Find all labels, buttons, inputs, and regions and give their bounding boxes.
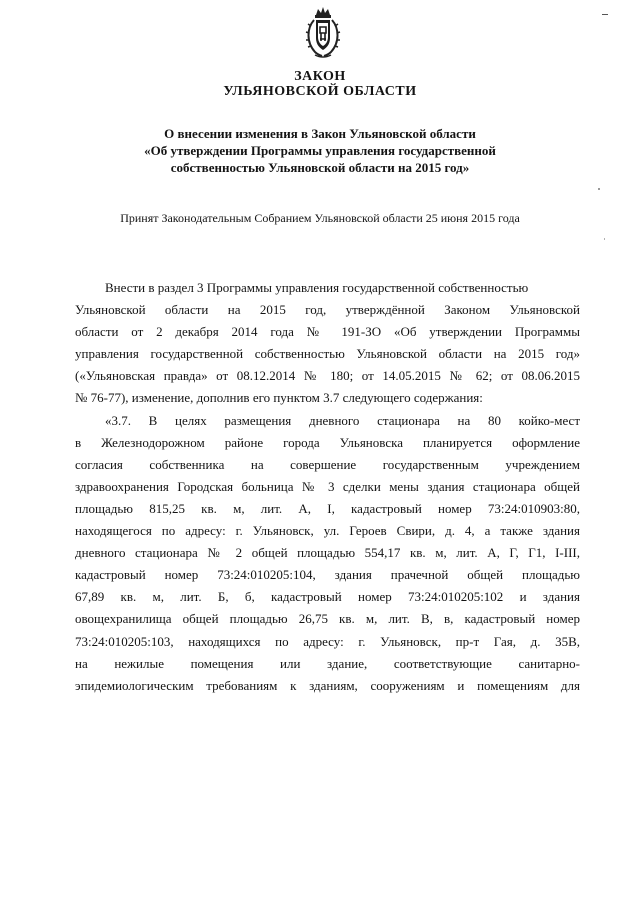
body-line: эпидемиологическим требованиям к зданиям, сооружениям и помещениям для — [75, 677, 580, 693]
body-line: («Ульяновская правда» от 08.12.2014 № 180; от 14.05.2015 № 62; от 08.06.2015 — [75, 368, 580, 384]
body-line: овощехранилища общей площадью 26,75 кв. м, лит. В, в, кадастровый номер — [75, 611, 580, 627]
body-line: области от 2 декабря 2014 года № 191-ЗО «Об утверждении Программы — [75, 324, 580, 340]
body-line: площадью 815,25 кв. м, лит. А, I, кадастровый номер 73:24:010903:80, — [75, 500, 580, 516]
law-body-text — [75, 277, 580, 697]
law-region-title: УЛЬЯНОВСКОЙ ОБЛАСТИ — [223, 84, 417, 99]
corner-mark — [602, 14, 608, 15]
law-subject — [130, 125, 510, 176]
body-line: дневного стационара № 2 общей площадью 554,17 кв. м, лит. А, Г, Г1, I-III, — [75, 545, 580, 561]
body-line: здравоохранения Городская больница № 3 сделки мены здания стационара общей — [75, 478, 580, 494]
body-line: управления государственной собственностью Ульяновской области на 2015 год» — [75, 346, 580, 362]
subject-line: О внесении изменения в Закон Ульяновской области — [164, 126, 476, 141]
adoption-note: Принят Законодательным Собранием Ульяновской области 25 июня 2015 года — [120, 211, 520, 225]
body-line: согласия собственника на совершение государственным учреждением — [75, 456, 580, 472]
body-line: 67,89 кв. м, лит. Б, б, кадастровый номер 73:24:010205:102 и здания — [75, 589, 580, 605]
coat-of-arms-icon — [303, 6, 343, 60]
subject-line: собственностью Ульяновской области на 2015 год» — [170, 160, 470, 175]
body-line: «3.7. В целях размещения дневного стационара на 80 койко-мест — [105, 412, 580, 428]
body-line: 73:24:010205:103, находящихся по адресу: г. Ульяновск, пр-т Гая, д. 35В, — [75, 633, 580, 649]
body-line: в Железнодорожном районе города Ульяновска планируется оформление — [75, 434, 580, 450]
subject-line: «Об утверждении Программы управления государственной — [144, 143, 496, 158]
law-title: ЗАКОН — [294, 69, 346, 84]
scan-speck — [598, 188, 600, 190]
coat-of-arms-emblem — [303, 6, 343, 60]
body-line: Ульяновской области на 2015 год, утверждённой Законом Ульяновской — [75, 302, 580, 318]
body-line: кадастровый номер 73:24:010205:104, здания прачечной общей площадью — [75, 567, 580, 583]
body-line: на нежилые помещения или здание, соответствующие санитарно- — [75, 655, 580, 671]
body-line: № 76-77), изменение, дополнив его пунктом 3.7 следующего содержания: — [75, 390, 483, 406]
body-line: Внести в раздел 3 Программы управления государственной собственностью — [105, 280, 529, 295]
body-line: находящегося по адресу: г. Ульяновск, ул. Героев Свири, д. 4, а также здания — [75, 523, 580, 539]
scan-speck — [604, 238, 605, 240]
